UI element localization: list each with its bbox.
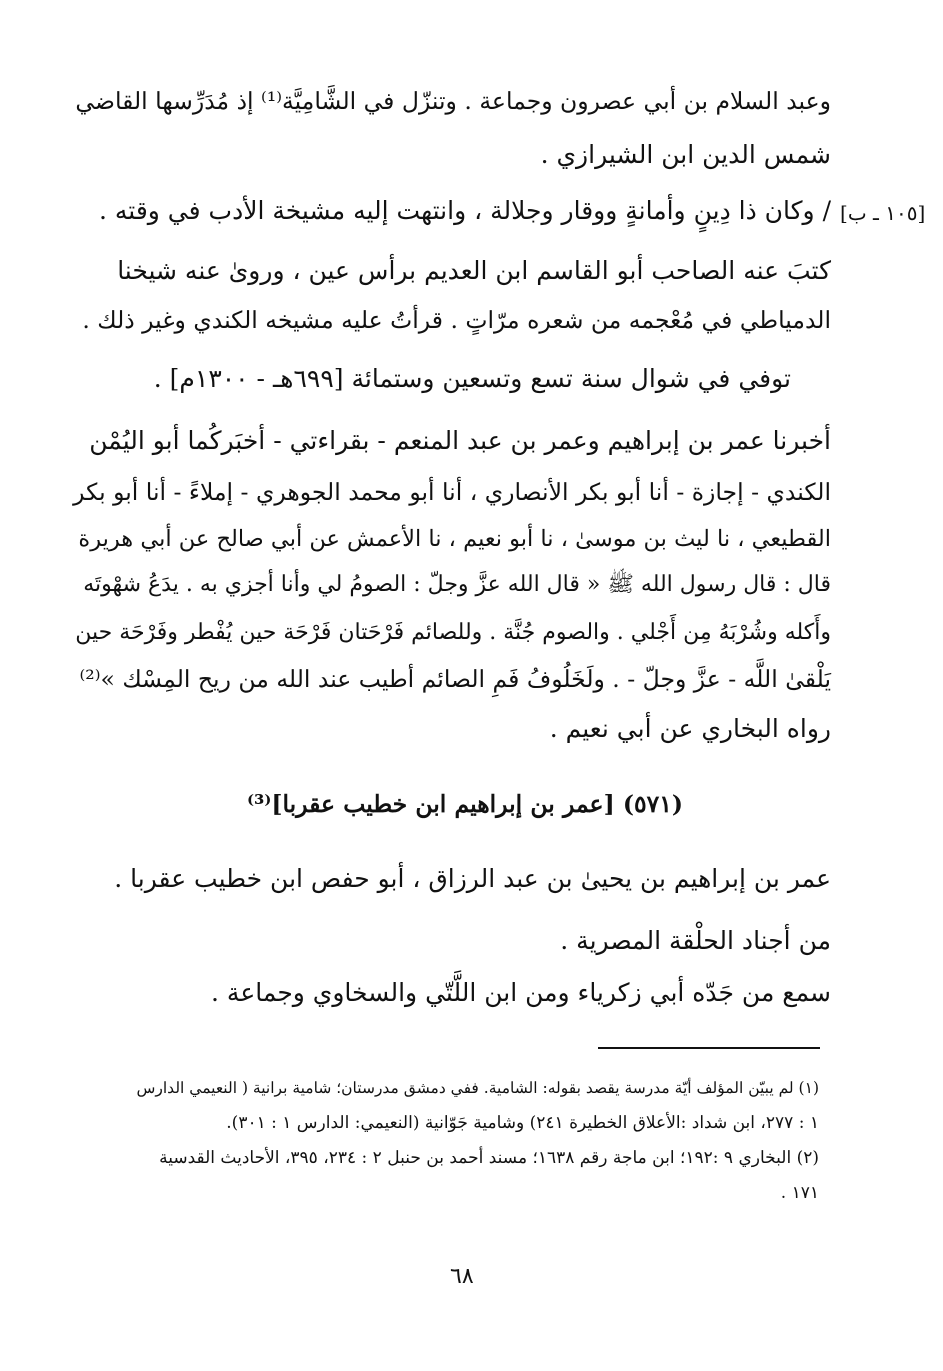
body-line-6: توفي في شوال سنة تسع وتسعين وستمائة [٦٩٩هـ - ١٣٠٠م] . xyxy=(153,364,791,393)
entry-line-2: من أجناد الحلْقة المصرية . xyxy=(560,926,831,955)
footnote-line-1: (١) لم يبيّن المؤلف أيّة مدرسة يقصد بقوله: الشامية. ففي دمشق مدرستان؛ شامية برانية ( النعيمي الدارس xyxy=(136,1079,819,1097)
entry-line-1: عمر بن إبراهيم بن يحيىٰ بن عبد الرزاق ، أبو حفص ابن خطيب عقربا . xyxy=(114,864,831,893)
page-number: ٦٨ xyxy=(450,1264,474,1289)
body-line-10: قال : قال رسول الله ﷺ « قال الله عزَّ وجلّ : الصومُ لي وأنا أجزي به . يدَعُ شهْوتَه xyxy=(83,572,831,597)
footnote-line-2: ١ : ٢٧٧، ابن شداد :الأعلاق الخطيرة ٢٤١) وشامية جَوّانية (النعيمي: الدارس ١ : ٣٠١). xyxy=(226,1113,819,1133)
body-line-1: وعبد السلام بن أبي عصرون وجماعة . وتنزّل في الشَّامِيَّة⁽¹⁾ إذ مُدَرِّسها القاضي xyxy=(75,87,831,115)
footnote-line-3: (٢) البخاري ٩ :١٩٢؛ ابن ماجة رقم ١٦٣٨؛ مسند أحمد بن حنبل ٢ : ٢٣٤، ٣٩٥، الأحاديث القدسية xyxy=(159,1148,819,1168)
footnote-divider xyxy=(598,1047,820,1049)
entry-line-3: سمع من جَدّه أبي زكرياء ومن ابن اللَّتّي والسخاوي وجماعة . xyxy=(211,978,831,1007)
footnote-line-4: ١٧١ . xyxy=(780,1183,819,1203)
body-line-5: الدمياطي في مُعْجمه من شعره مرّاتٍ . قرأتُ عليه مشيخه الكندي وغير ذلك . xyxy=(82,306,831,334)
body-line-2: شمس الدين ابن الشيرازي . xyxy=(540,140,831,169)
body-line-8: الكندي - إجازة - أنا أبو بكر الأنصاري ، أنا أبو محمد الجوهري - إملاءً - أنا أبو بكر xyxy=(73,478,831,506)
body-line-12: يَلْقىٰ اللَّه - عزَّ وجلّ - . ولَخَلُوفُ فَمِ الصائم أطيب عند الله من ريح المِسْك »⁽²⁾ xyxy=(79,665,831,693)
body-line-7: أخبرنا عمر بن إبراهيم وعمر بن عبد المنعم - بقراءتي - أخبَركُما أبو اليُمْن xyxy=(89,426,831,455)
body-line-13: رواه البخاري عن أبي نعيم . xyxy=(549,714,831,743)
manuscript-folio-reference: [١٠٥ ـ ب] xyxy=(840,201,926,225)
body-line-9: القطيعي ، نا ليث بن موسىٰ ، نا أبو نعيم ، نا الأعمش عن أبي صالح عن أبي هريرة xyxy=(78,526,831,552)
body-line-3: / وكان ذا دِينٍ وأمانةٍ ووقار وجلالة ، وانتهت إليه مشيخة الأدب في وقته . xyxy=(99,196,831,225)
body-line-11: وأَكله وشُرْبَهُ مِن أَجْلي . والصوم جُنَّة . وللصائم فَرْحَتان فَرْحَة حين يُفْطر وفَرْحَة حين xyxy=(75,620,831,645)
body-line-4: كتبَ عنه الصاحب أبو القاسم ابن العديم برأس عين ، وروىٰ عنه شيخنا xyxy=(117,256,831,285)
entry-heading: (٥٧١) [عمر بن إبراهيم ابن خطيب عقربا]⁽³⁾ xyxy=(247,790,683,818)
